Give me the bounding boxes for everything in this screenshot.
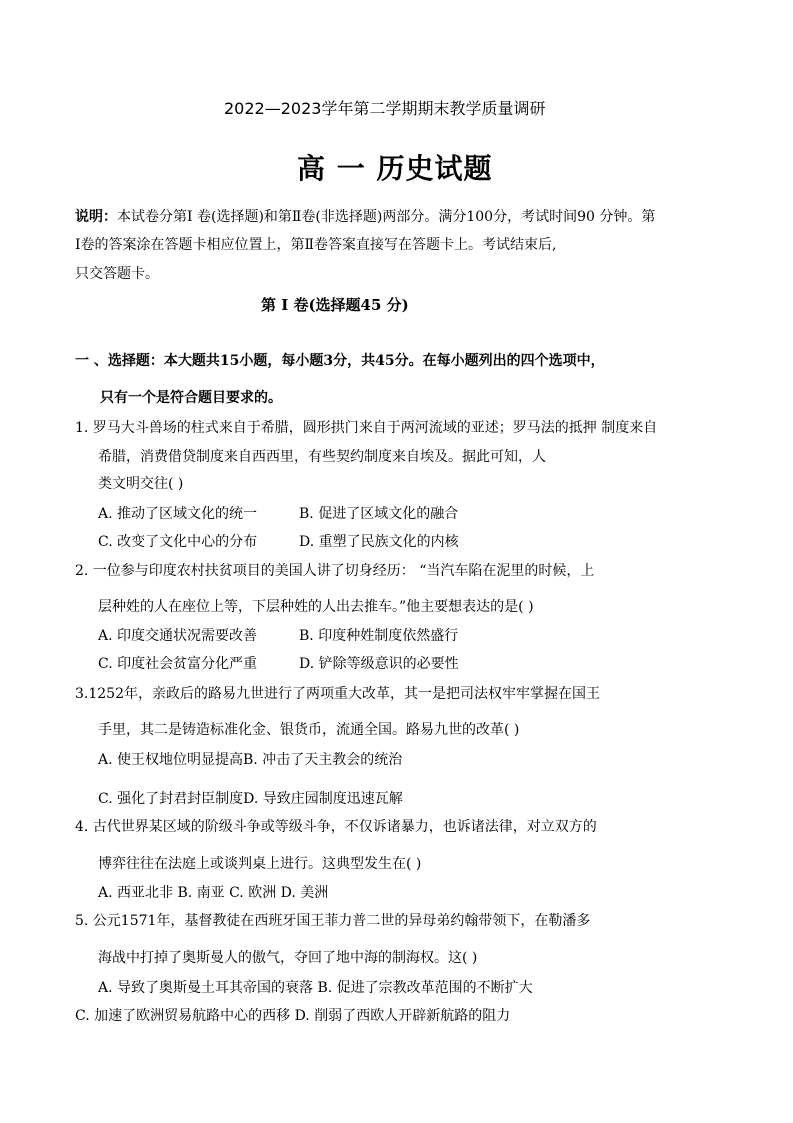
q1-line-3: 类文明交往( ) xyxy=(98,476,184,492)
q2-option-b: B. 印度种姓制度依然盛行 xyxy=(299,628,459,644)
instructions-line-2: I卷的答案涂在答题卡相应位置上，第Ⅱ卷答案直接写在答题卡上。考试结束后, xyxy=(75,237,557,253)
q3-option-ab: A. 使王权地位明显提高B. 冲击了天主教会的统治 xyxy=(98,752,403,768)
instructions-line-1 xyxy=(75,209,655,225)
q5-line-1: 5. 公元1571年，基督教徒在西班牙国王菲力普二世的异母弟约翰带领下，在勒潘多 xyxy=(75,913,591,929)
q1-line-2: 希腊，消费借贷制度来自西西里，有些契约制度来自埃及。据此可知，人 xyxy=(98,449,546,465)
exam-title: 2022—2023学年第二学期期末教学质量调研 xyxy=(224,99,546,118)
section1-heading-line-2: 只有一个是符合题目要求的。 xyxy=(100,390,282,406)
q3-line-1: 3.1252年，亲政后的路易九世进行了两项重大改革，其一是把司法权牢牢掌握在国王 xyxy=(75,686,600,702)
q5-line-2: 海战中打掉了奥斯曼人的傲气，夺回了地中海的制海权。这( ) xyxy=(98,950,478,966)
q4-options: A. 西亚北非 B. 南亚 C. 欧洲 D. 美洲 xyxy=(98,885,329,901)
q1-option-b: B. 促进了区域文化的融合 xyxy=(299,506,459,522)
instructions-text-1: 本试卷分第I 卷(选择题)和第Ⅱ卷(非选择题)两部分。满分100分，考试时间90 分钟。第 xyxy=(117,209,656,225)
part1-title: 第 I 卷(选择题45 分) xyxy=(261,296,409,314)
q4-line-2: 博弈往往在法庭上或谈判桌上进行。这典型发生在( ) xyxy=(98,856,422,872)
q1-option-c: C. 改变了文化中心的分布 xyxy=(98,534,258,550)
q1-option-a: A. 推动了区域文化的统一 xyxy=(98,506,258,522)
q2-line-1: 2. 一位参与印度农村扶贫项目的美国人讲了切身经历： “当汽车陷在泥里的时候，上 xyxy=(75,563,595,579)
q5-option-ab: A. 导致了奥斯曼土耳其帝国的衰落 B. 促进了宗教改革范围的不断扩大 xyxy=(98,980,533,996)
section1-heading-line-1: 一 、选择题：本大题共15小题，每小题3分，共45分。在每小题列出的四个选项中， xyxy=(75,353,605,369)
instructions-label: 说明： xyxy=(75,209,117,225)
q4-line-1: 4. 古代世界某区域的阶级斗争或等级斗争，不仅诉诸暴力，也诉诸法律，对立双方的 xyxy=(75,819,597,835)
subject-title: 高 一 历史试题 xyxy=(297,152,493,185)
q2-option-d: D. 铲除等级意识的必要性 xyxy=(299,656,459,672)
q3-option-cd: C. 强化了封君封臣制度D. 导致庄园制度迅速瓦解 xyxy=(98,791,403,807)
q2-option-a: A. 印度交通状况需要改善 xyxy=(98,628,258,644)
instructions-line-3: 只交答题卡。 xyxy=(75,266,159,282)
q1-line-1: 1. 罗马大斗兽场的柱式来自于希腊，圆形拱门来自于两河流域的亚述；罗马法的抵押 制度来自 xyxy=(75,420,658,436)
q5-option-cd: C. 加速了欧洲贸易航路中心的西移 D. 削弱了西欧人开辟新航路的阻力 xyxy=(75,1008,511,1024)
q3-line-2: 手里，其二是铸造标准化金、银货币，流通全国。路易九世的改革( ) xyxy=(98,722,520,738)
q2-option-c: C. 印度社会贫富分化严重 xyxy=(98,656,258,672)
q1-option-d: D. 重塑了民族文化的内核 xyxy=(299,534,459,550)
q2-line-2: 层种姓的人在座位上等，下层种姓的人出去推车。”他主要想表达的是( ) xyxy=(98,599,534,615)
